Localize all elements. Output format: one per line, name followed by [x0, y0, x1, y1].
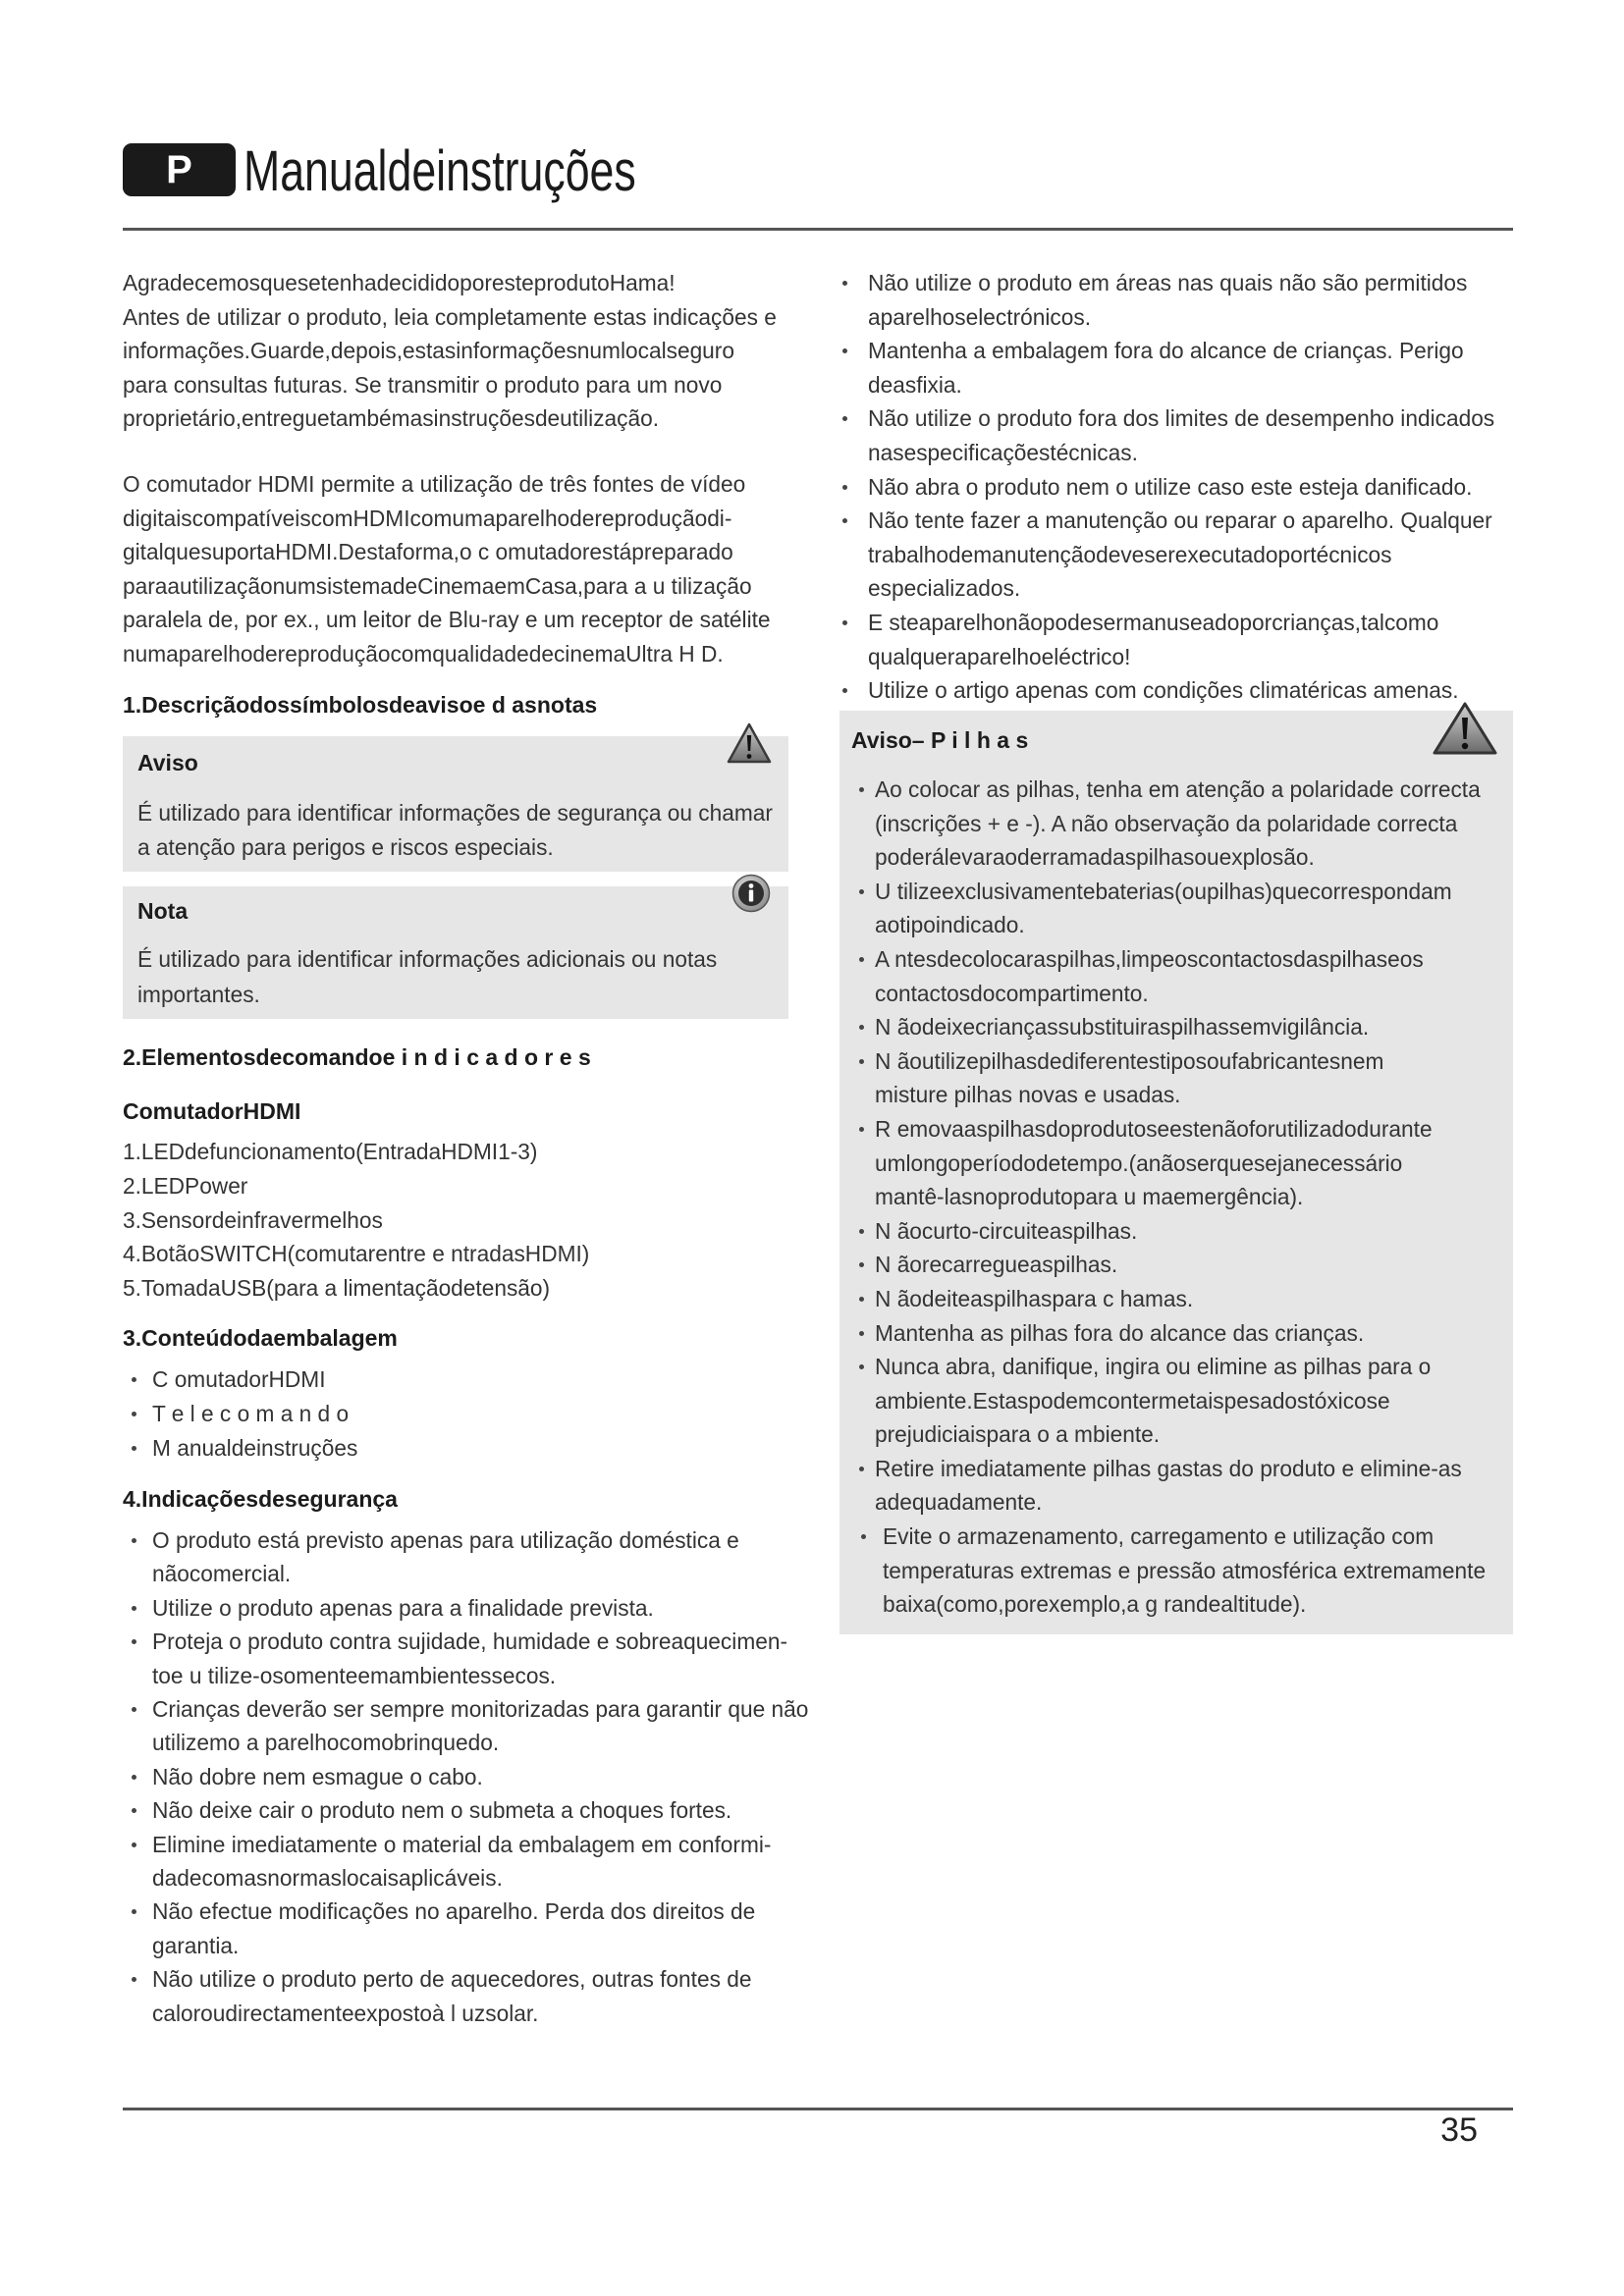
- list-item: U tilizeexclusivamentebaterias(oupilhas)quecorrespondam aotipoindicado.: [875, 875, 1486, 942]
- list-item: 2.LEDPower: [123, 1172, 248, 1199]
- list-item: Utilize o produto apenas para a finalidade prevista.: [152, 1591, 808, 1625]
- note-box-title: Nota: [137, 898, 189, 924]
- description-paragraph: O comutador HDMI permite a utilização de três fontes de vídeo digitaiscompatíveiscomHDMIcomumaparelhodereproduçãodi- gitalquesuportaHDMI.Destaforma,o c omutadorestápreparado paraautilizaçãonumsistemadeCinemaemCasa,para a u tilização paralela de, por ex., um leitor de Blu-ray e um receptor de satélite numaparelhodereproduçãocomqualidadedecinemaUltra H D.: [123, 471, 771, 667]
- list-item: Não abra o produto nem o utilize caso este esteja danificado.: [868, 470, 1494, 505]
- list-item: M anualdeinstruções: [152, 1431, 357, 1466]
- list-item: Não utilize o produto fora dos limites de desempenho indicados nasespecificaçõestécnicas.: [868, 401, 1494, 469]
- intro-paragraph: AgradecemosquesetenhadecididoporesteprodutoHama! Antes de utilizar o produto, leia completamente estas indicações e informações.Guarde,depois,estasinformaçõesnumlocalseguro para consultas futuras. Se transmitir o produto para um novo proprietário,entreguetambémasinstruçõesdeutilização.: [123, 270, 777, 431]
- page-number: 35: [1440, 2111, 1478, 2149]
- list-item: E steaparelhonãopodesermanuseadoporcrianças,talcomo qualqueraparelhoeléctrico!: [868, 606, 1494, 673]
- list-item: Nunca abra, danifique, ingira ou elimine as pilhas para o ambiente.Estaspodemcontermetaispesadostóxicose prejudiciaispara o a mbiente.: [875, 1350, 1486, 1452]
- list-item: N ãocurto-circuiteaspilhas.: [875, 1214, 1486, 1249]
- warning-box-text: É utilizado para identificar informações de segurança ou chamar a atenção para perigos e riscos especiais.: [137, 800, 773, 860]
- list-item: Não dobre nem esmague o cabo.: [152, 1760, 808, 1793]
- list-item: Proteja o produto contra sujidade, humidade e sobreaquecimen- toe u tilize-osomenteemambientessecos.: [152, 1625, 808, 1692]
- list-item: Não utilize o produto perto de aquecedores, outras fontes de caloroudirectamenteexpostoà l uzsolar.: [152, 1962, 808, 2030]
- list-item: Não deixe cair o produto nem o submeta a choques fortes.: [152, 1793, 808, 1827]
- warning-box-title: Aviso: [137, 750, 198, 775]
- page-title-wrap: [244, 137, 753, 206]
- list-item: Não utilize o produto em áreas nas quais não são permitidos aparelhoselectrónicos.: [868, 266, 1494, 334]
- list-item: 3.Sensordeinfravermelhos: [123, 1206, 383, 1233]
- header-divider: [123, 228, 1513, 231]
- controls-list: [123, 1135, 589, 1306]
- list-item: 1.LEDdefuncionamento(EntradaHDMI1-3): [123, 1139, 538, 1164]
- battery-warning-box: [839, 711, 1513, 1634]
- note-box-text: É utilizado para identificar informações adicionais ou notas importantes.: [137, 946, 718, 1007]
- list-item: Crianças deverão ser sempre monitorizadas para garantir que não utilizemo a parelhocomobrinquedo.: [152, 1692, 808, 1760]
- warning-triangle-icon: [1432, 701, 1498, 761]
- list-item: Elimine imediatamente o material da embalagem em conformi- dadecomasnormaslocaisaplicáveis.: [152, 1828, 808, 1896]
- section-1-heading: 1.Descriçãodossímbolosdeavisoe d asnotas: [123, 692, 598, 718]
- hdmi-switch-subheading: ComutadorHDMI: [123, 1098, 301, 1124]
- package-contents-list: [152, 1362, 357, 1466]
- list-item: Evite o armazenamento, carregamento e utilização com temperaturas extremas e pressão atmosférica extremamente baixa(como,porexemplo,a g randealtitude).: [875, 1520, 1486, 1622]
- safety-list-continued: [868, 266, 1494, 708]
- safety-list: [152, 1523, 808, 2030]
- list-item: N ãodeixecriançassubstituiraspilhassemvigilância.: [875, 1010, 1486, 1044]
- list-item: A ntesdecolocaraspilhas,limpeoscontactosdaspilhaseos contactosdocompartimento.: [875, 942, 1486, 1010]
- list-item: 5.TomadaUSB(para a limentaçãodetensão): [123, 1275, 551, 1302]
- list-item: R emovaaspilhasdoprodutoseestenãoforutilizadodurante umlongoperíododetempo.(anãoserquesejanecessário mantê-lasnoprodutopara u maemergência).: [875, 1112, 1486, 1214]
- list-item: N ãorecarregueaspilhas.: [875, 1248, 1486, 1282]
- list-item: Utilize o artigo apenas com condições climatéricas amenas.: [868, 673, 1494, 708]
- battery-warning-list: [875, 773, 1486, 1622]
- list-item: 4.BotãoSWITCH(comutarentre e ntradasHDMI): [123, 1241, 590, 1267]
- list-item: Não tente fazer a manutenção ou reparar o aparelho. Qualquer trabalhodemanutençãodeveserexecutadoportécnicos especializados.: [868, 504, 1494, 606]
- list-item: T e l e c o m a n d o: [152, 1397, 357, 1431]
- list-item: O produto está previsto apenas para utilização doméstica e nãocomercial.: [152, 1523, 808, 1591]
- list-item: Não efectue modificações no aparelho. Perda dos direitos de garantia.: [152, 1895, 808, 1962]
- list-item: Retire imediatamente pilhas gastas do produto e elimine-as adequadamente.: [875, 1452, 1486, 1520]
- footer-divider: [123, 2108, 1513, 2110]
- warning-symbol-box: [123, 736, 788, 872]
- info-icon: [731, 874, 771, 918]
- section-4-heading: 4.Indicaçõesdesegurança: [123, 1486, 398, 1512]
- battery-warning-title: Aviso– P i l h a s: [851, 727, 1029, 753]
- section-3-heading: 3.Conteúdodaembalagem: [123, 1325, 398, 1351]
- list-item: C omutadorHDMI: [152, 1362, 357, 1397]
- list-item: Ao colocar as pilhas, tenha em atenção a polaridade correcta (inscrições + e -). A não observação da polaridade correcta poderálevaraoderramadaspilhasouexplosão.: [875, 773, 1486, 875]
- note-symbol-box: [123, 886, 788, 1019]
- language-badge: P: [123, 143, 236, 196]
- list-item: Mantenha a embalagem fora do alcance de crianças. Perigo deasfixia.: [868, 334, 1494, 401]
- list-item: Mantenha as pilhas fora do alcance das crianças.: [875, 1316, 1486, 1351]
- warning-triangle-icon: [727, 722, 772, 769]
- section-2-heading: 2.Elementosdecomandoe i n d i c a d o r e s: [123, 1044, 591, 1070]
- list-item: N ãodeiteaspilhaspara c hamas.: [875, 1282, 1486, 1316]
- list-item: N ãoutilizepilhasdediferentestiposoufabricantesnem misture pilhas novas e usadas.: [875, 1044, 1486, 1112]
- page-title: Manualdeinstruções: [244, 139, 636, 203]
